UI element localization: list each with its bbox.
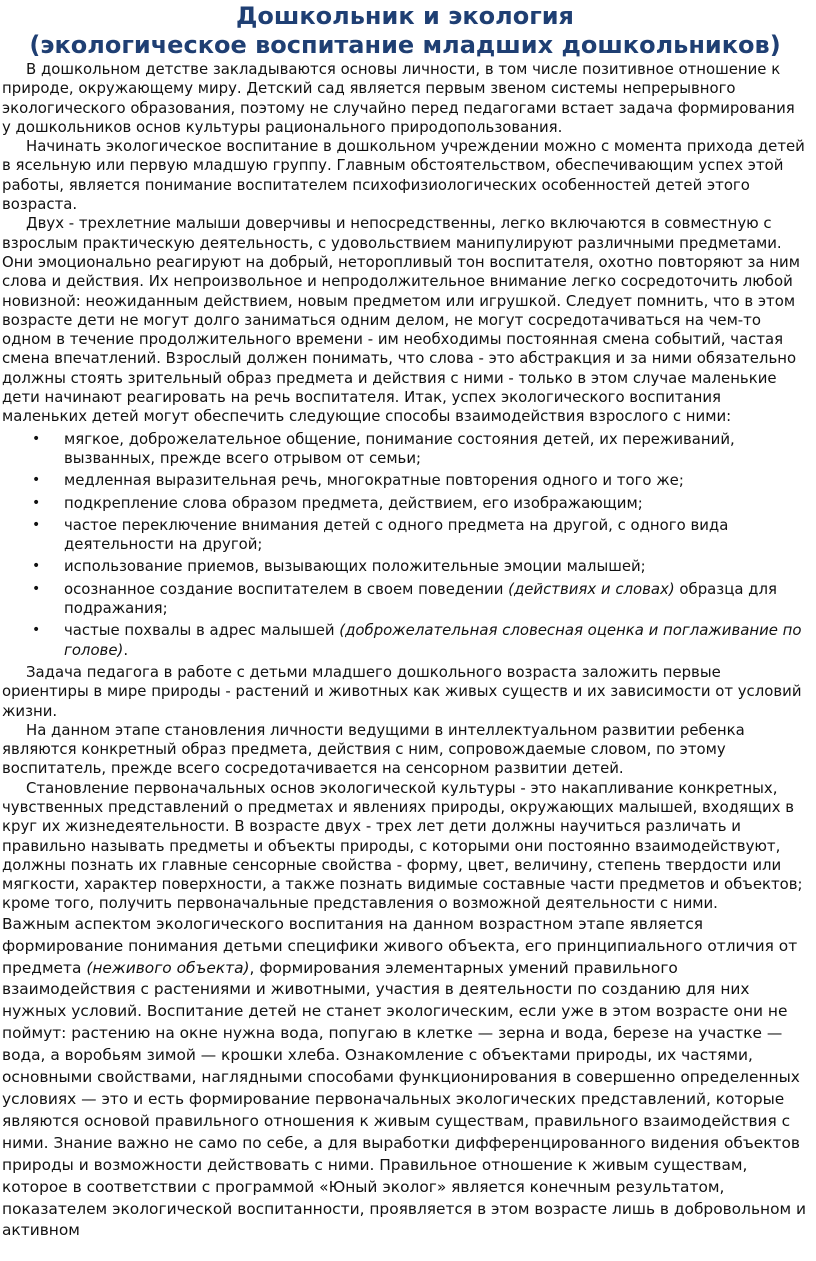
list-item — [2, 494, 808, 513]
paragraph-task: Задача педагога в работе с детьми младшего дошкольного возраста заложить первые ориентиры в мире природы - растений и животных как живых существ и их зависимости от условий жизни. — [2, 662, 802, 720]
title-line-1: Дошкольник и экология — [236, 2, 574, 30]
list-item-text: частое переключение внимания детей с одного предмета на другой, с одного вида деятельности на другой; — [64, 515, 729, 554]
paragraph-foundations: Становление первоначальных основ экологической культуры - это накапливание конкретных, чувственных представлений о предметах и явлениях природы, окружающих малышей, входящих в круг их жизнедеятельности. В возрасте двух - трех лет дети должны научиться различать и правильно называть предметы и объекты природы, с которыми они постоянно взаимодействуют, должны познать их главные сенсорные свойства - форму, цвет, величину, степень твердости или мягкости, характер поверхности, а также познать видимые составные части предметов и объектов; кроме того, получить первоначальные представления о возможной деятельности с ними. — [2, 778, 803, 913]
list-item-emphasis: (доброжелательная словесная оценка и поглаживание по голове) — [64, 621, 802, 659]
list-item-text: мягкое, доброжелательное общение, понимание состояния детей, их переживаний, вызванных, прежде всего отрывом от семьи; — [64, 429, 735, 467]
bullet-icon: • — [32, 622, 41, 639]
paragraph-intro: В дошкольном детстве закладываются основы личности, в том числе позитивное отношение к природе, окружающему миру. Детский сад является первым звеном системы непрерывного экологического образования, поэтому не случайно перед педагогами встает задача формирования у дошкольников основ культуры рационального природопользования. — [2, 60, 795, 136]
title-line-2: (экологическое воспитание младших дошкольников) — [29, 31, 781, 59]
list-item — [2, 516, 808, 555]
list-item-text: медленная выразительная речь, многократные повторения одного и того же; — [64, 471, 684, 490]
paragraph-toddlers: Двух - трехлетние малыши доверчивы и непосредственны, легко включаются в совместную с взрослым практическую деятельность, с удовольствием манипулируют различными предметами. Они эмоционально реагируют на добрый, неторопливый тон воспитателя, охотно повторяют за ним слова и действия. Их непроизвольное и непродолжительное внимание легко сосредоточить любой новизной: неожиданным действием, новым предметом или игрушкой. Следует помнить, что в этом возрасте дети не могут долго заниматься одним делом, не могут сосредотачиваться на чем-то одном в течение продолжительного времени - им необходимы постоянная смена событий, частая смена впечатлений. Взрослый должен понимать, что слова - это абстракция и за ними обязательно должны стоять зрительный образ предмета и действия с ними - только в этом случае маленькие дети начинают реагировать на речь воспитателя. Итак, успех экологического воспитания маленьких детей могут обеспечить следующие способы взаимодействия взрослого с ними: — [2, 214, 800, 426]
bullet-icon: • — [32, 430, 41, 447]
document-title — [2, 2, 808, 60]
paragraph-living-object — [2, 914, 808, 1243]
list-item-text: частые похвалы в адрес малышей — [64, 621, 340, 640]
bullet-icon: • — [32, 580, 41, 597]
list-item-text: использование приемов, вызывающих положительные эмоции малышей; — [64, 557, 646, 576]
list-item-emphasis: (действиях и словах) — [508, 579, 675, 598]
interaction-methods-list — [2, 430, 808, 660]
bullet-icon: • — [32, 516, 41, 533]
list-item-text: . — [123, 640, 129, 659]
list-item-text: образца для подражания; — [64, 579, 777, 618]
list-item — [2, 430, 808, 469]
paragraph-text: Важным аспектом экологического воспитания на данном возрастном этапе является формирование понимания детьми специфики живого объекта, его принципиального отличия от предмета — [2, 914, 798, 977]
bullet-icon: • — [32, 494, 41, 511]
list-item — [2, 471, 808, 490]
paragraph-emphasis: (неживого объекта) — [86, 958, 250, 977]
paragraph-text: , формирования элементарных умений правильного взаимодействия с растениями и животными, участия в деятельности по созданию для них нужных условий. Воспитание детей не станет экологическим, если уже в этом возрасте они не поймут: растению на окне нужна вода, попугаю в клетке — зерна и вода, березе на участке — вода, а воробьям зимой — крошки хлеба. Ознакомление с объектами природы, их частями, основными свойствами, наглядными способами функционирования в совершенно определенных условиях — это и есть формирование первоначальных экологических представлений, которые являются основой правильного отношения к живым существам, правильного взаимодействия с ними. Знание важно не само по себе, а для выработки дифференцированного видения объектов природы и возможности действовать с ними. Правильное отношение к живым существам, которое в соответствии с программой «Юный эколог» является конечным результатом, показателем экологической воспитанности, проявляется в этом возрасте лишь в добровольном и активном — [2, 958, 806, 1240]
list-item-text: осознанное создание воспитателем в своем поведении — [64, 579, 509, 598]
bullet-icon: • — [32, 558, 41, 575]
list-item — [2, 557, 808, 576]
bullet-icon: • — [32, 472, 41, 489]
list-item — [2, 621, 808, 660]
list-item — [2, 580, 808, 619]
list-item-text: подкрепление слова образом предмета, действием, его изображающим; — [64, 493, 643, 512]
paragraph-start: Начинать экологическое воспитание в дошкольном учреждении можно с момента прихода детей в ясельную или первую младшую группу. Главным обстоятельством, обеспечивающим успех этой работы, является понимание воспитателем психофизиологических особенностей детей этого возраста. — [2, 137, 805, 214]
paragraph-stage: На данном этапе становления личности ведущими в интеллектуальном развитии ребенка являются конкретный образ предмета, действия с ним, сопровождаемые словом, по этому воспитатель, прежде всего сосредотачивается на сенсорном развитии детей. — [2, 720, 745, 778]
